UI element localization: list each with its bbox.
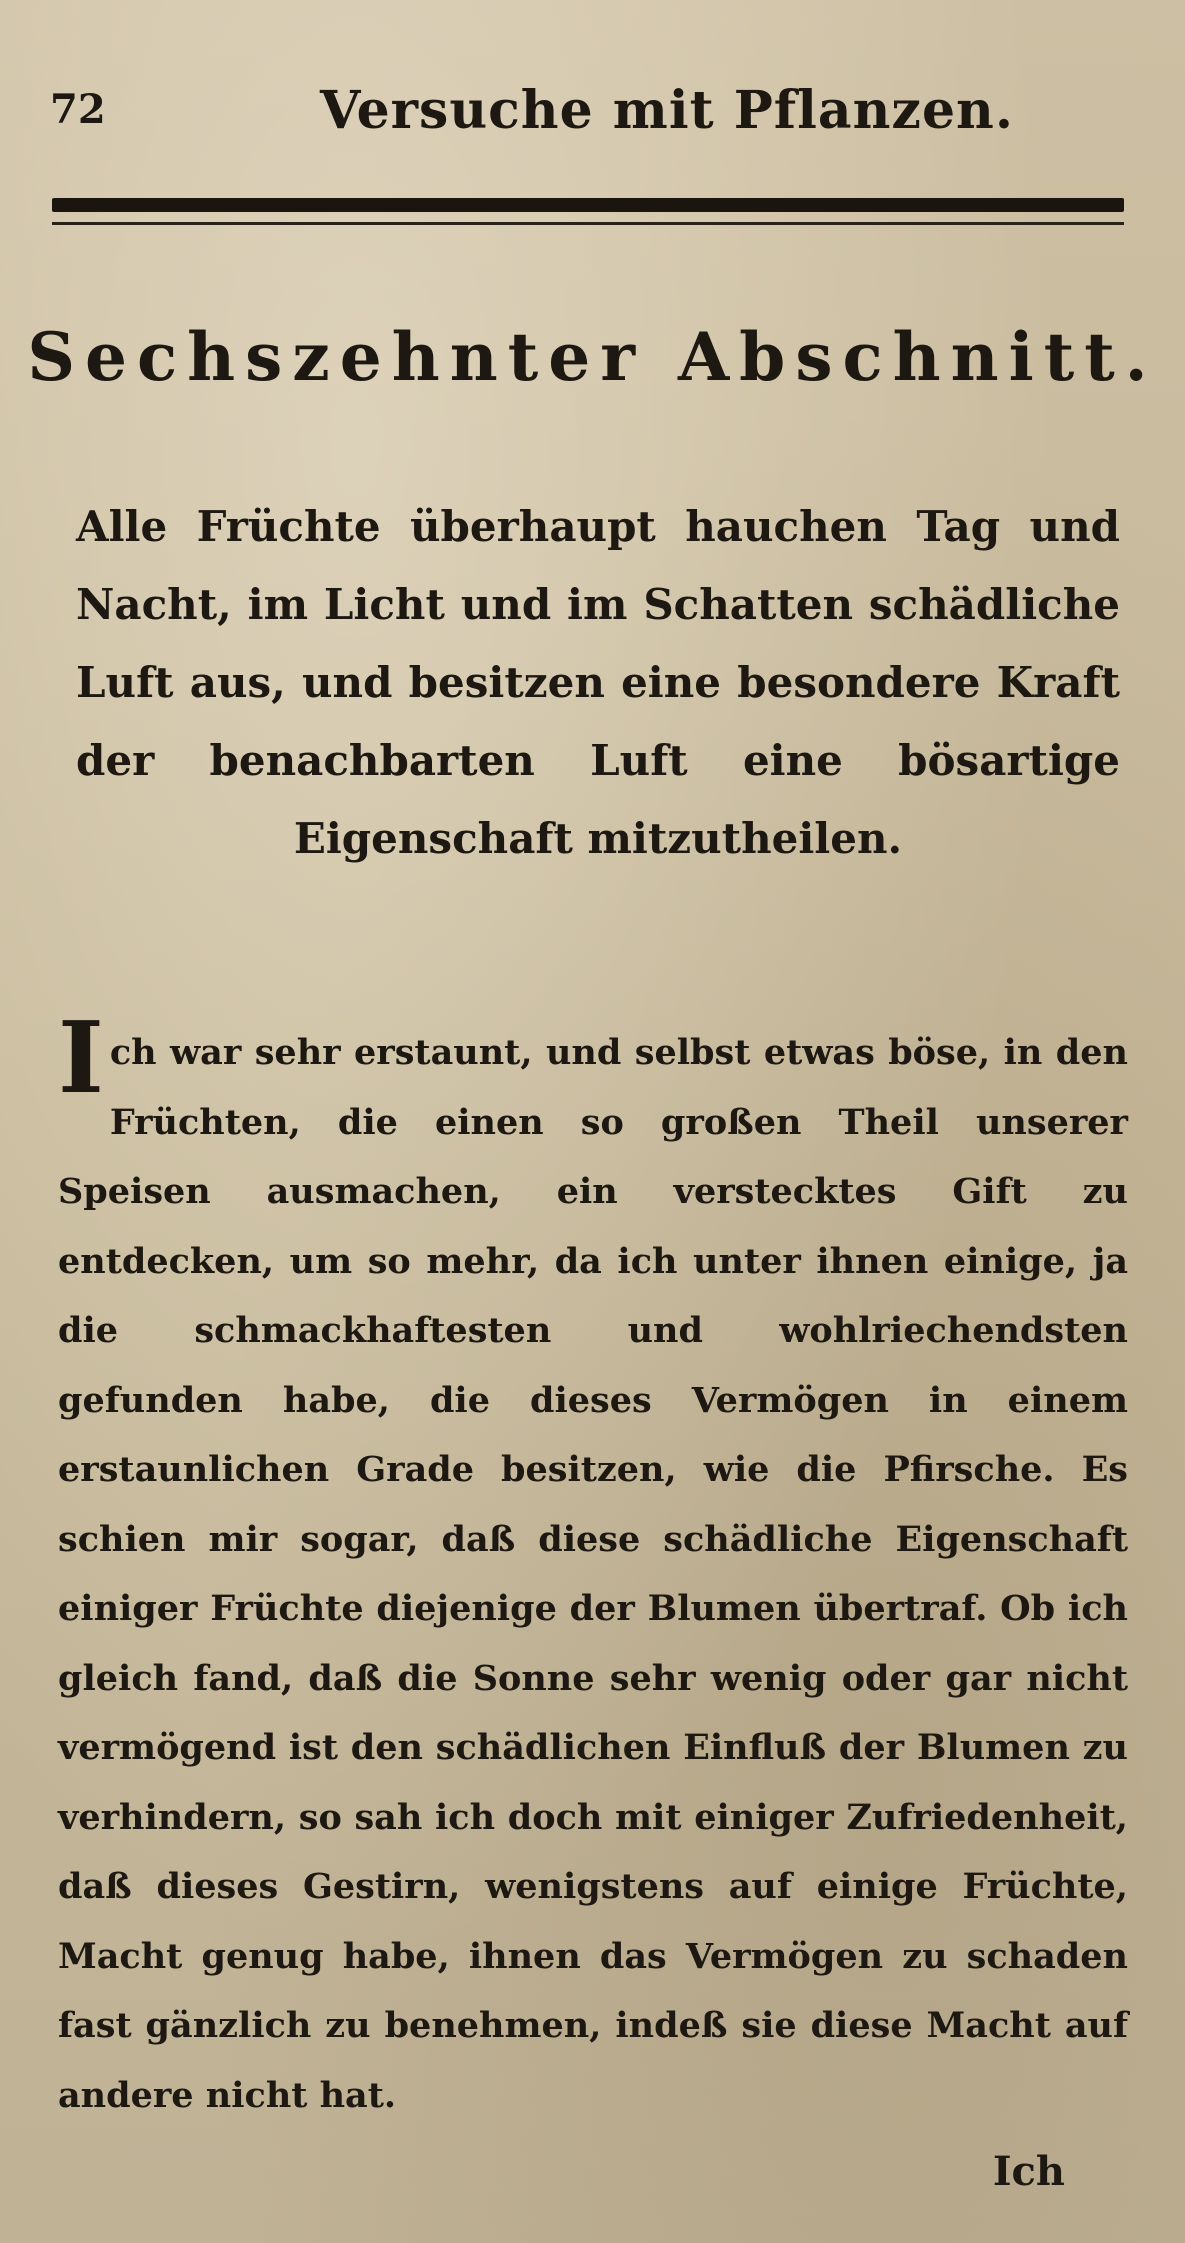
ornamental-rule xyxy=(52,198,1124,212)
page-number: 72 xyxy=(50,86,106,133)
running-head: Versuche mit Pflanzen. xyxy=(320,80,1014,141)
drop-cap: I xyxy=(58,1001,104,1116)
body-paragraph xyxy=(58,1001,1128,2130)
section-title: Sechszehnter Abschnitt. xyxy=(27,318,1158,396)
body-text: ch war sehr erstaunt, und selbst etwas böse, in den Früchten, die einen so großen Theil unserer Speisen ausmachen, ein verstecktes Gift zu entdecken, um so mehr, da ich unter ihnen einige, ja die schmackhaftesten und wohlriechendsten gefunden habe, die dieses Vermögen in einem erstaunlichen Grade besitzen, wie die Pfirsche. Es schien mir sogar, daß diese schädliche Eigenschaft einiger Früchte diejenige der Blumen übertraf. Ob ich gleich fand, daß die Sonne sehr wenig oder gar nicht vermögend ist den schädlichen Einfluß der Blumen zu verhindern, so sah ich doch mit einiger Zufriedenheit, daß dieses Gestirn, wenigstens auf einige Früchte, Macht genug habe, ihnen das Vermögen zu schaden fast gänzlich zu benehmen, indeß sie diese Macht auf andere nicht hat. xyxy=(58,1032,1128,2116)
catchword: Ich xyxy=(992,2148,1065,2195)
thin-rule xyxy=(52,222,1124,225)
section-summary: Alle Früchte überhaupt hauchen Tag und Nacht, im Licht und im Schatten schädliche Luft aus, und besitzen eine besondere Kraft der benachbarten Luft eine bösartige Eigenschaft mitzutheilen. xyxy=(76,502,1120,863)
page-header xyxy=(50,80,1135,140)
